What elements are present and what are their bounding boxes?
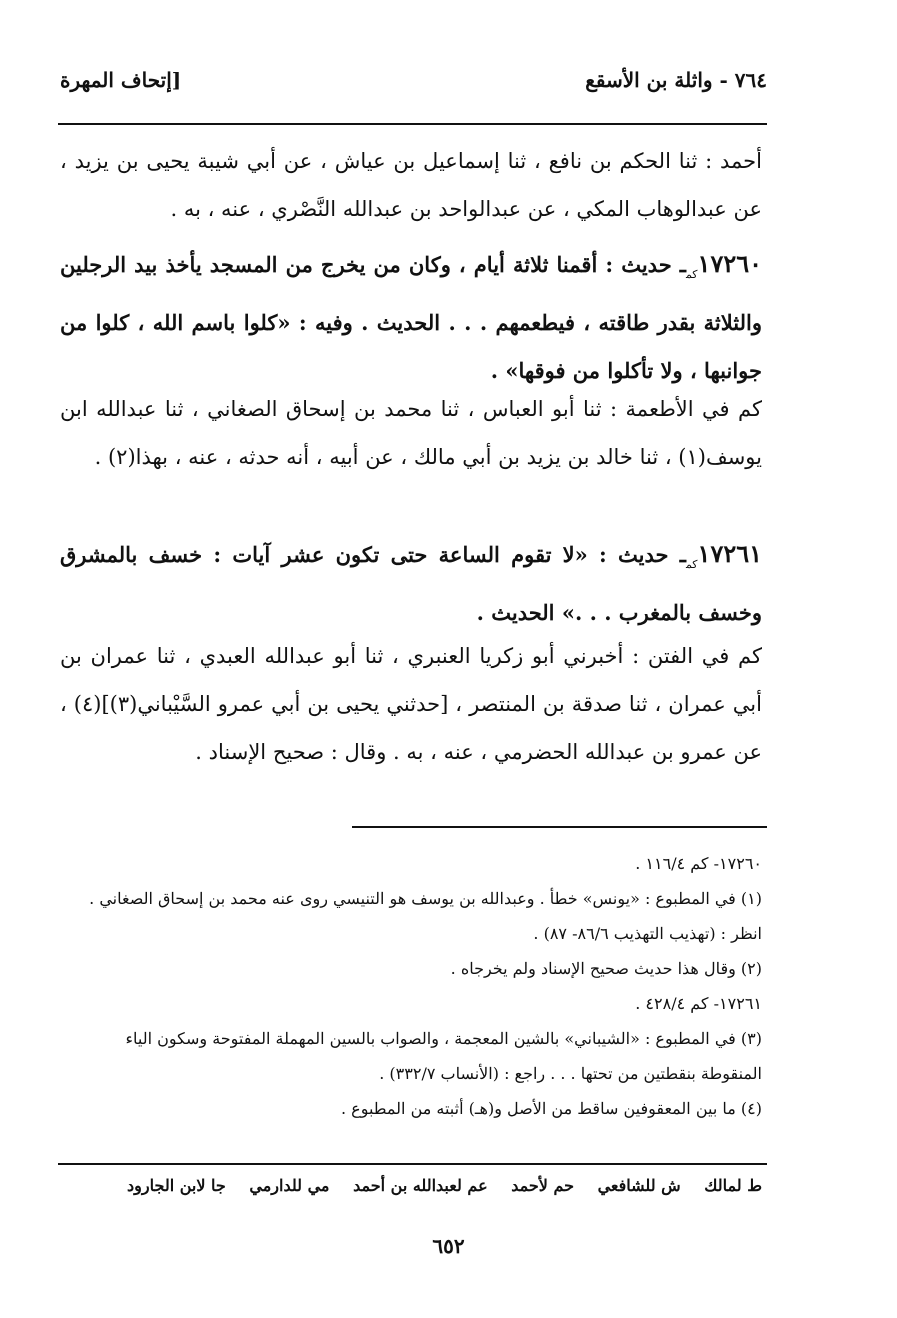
header-chapter: ٧٦٤ - واثلة بن الأسقع	[585, 68, 767, 92]
hadith-text: ـ حديث : أقمنا ثلاثة أيام ، وكان من يخرج من المسجد يأخذ بيد الرجلين والثلاثة بقدر طاقته ، فيطعمهم . . . الحديث . وفيه : «كلوا باسم الله ، كلوا من جوانبها ، ولا تأكلوا من فوقها» .	[60, 252, 762, 383]
hadith-text: ـ حديث : «لا تقوم الساعة حتى تكون عشر آيات : خسف بالمشرق وخسف بالمغرب . . .» الحديث .	[60, 542, 762, 625]
symbols-rule	[58, 1163, 767, 1165]
symbol-malik: ط لمالك	[704, 1176, 762, 1195]
footnotes	[60, 846, 762, 1126]
running-header	[60, 68, 767, 108]
hadith-number: ١٧٢٦٠	[697, 249, 762, 278]
header-book-title: [إتحاف المهرة	[60, 68, 182, 92]
source-mark: كم	[685, 558, 698, 571]
hadith-17260	[60, 240, 762, 395]
footnote: ١٧٢٦٠- كم ١١٦/٤ .	[635, 854, 762, 873]
page-number: ٦٥٢	[432, 1234, 465, 1258]
symbol-ahmad: حم لأحمد	[511, 1176, 574, 1195]
header-rule	[58, 123, 767, 125]
source-symbols-legend	[60, 1176, 762, 1195]
hadith-17261	[60, 530, 762, 637]
symbol-darimi: مي للدارمي	[249, 1176, 330, 1195]
footnote: ١٧٢٦١- كم ٤٢٨/٤ .	[635, 994, 762, 1013]
source-mark: كم	[685, 268, 698, 281]
symbol-ibn-jarud: جا لابن الجارود	[127, 1176, 226, 1195]
paragraph-source-1: كم في الأطعمة : ثنا أبو العباس ، ثنا محمد بن إسحاق الصغاني ، ثنا عبدالله ابن يوسف(١) ، ثنا خالد بن يزيد بن أبي مالك ، عن أبيه ، أنه حدثه ، عنه ، بهذا(٢) .	[60, 397, 762, 469]
footnote: (٣) في المطبوع : «الشيباني» بالشين المعجمة ، والصواب بالسين المهملة المفتوحة وسكون الياء المنقوطة بنقطتين من تحتها . . . راجع : (الأنساب ٣٣٢/٧) .	[125, 1029, 762, 1083]
paragraph-source-2: كم في الفتن : أخبرني أبو زكريا العنبري ، ثنا أبو عبدالله العبدي ، ثنا عمران بن أبي عمران ، ثنا صدقة بن المنتصر ، [حدثني يحيى بن أبي عمرو السَّيْباني(٣)](٤) ، عن عمرو بن عبدالله الحضرمي ، عنه ، به . وقال : صحيح الإسناد .	[60, 644, 762, 764]
symbol-shafii: ش للشافعي	[597, 1176, 681, 1195]
footnote: (١) في المطبوع : «يونس» خطأ . وعبدالله بن يوسف هو التنيسي روى عنه محمد بن إسحاق الصغاني . انظر : (تهذيب التهذيب ٨٦/٦- ٨٧) .	[89, 889, 762, 943]
footnote: (٢) وقال هذا حديث صحيح الإسناد ولم يخرجاه .	[450, 959, 762, 978]
footnote: (٤) ما بين المعقوفين ساقط من الأصل و(هـ) أثبته من المطبوع .	[340, 1099, 762, 1118]
symbol-abdullah-ahmad: عم لعبدالله بن أحمد	[353, 1176, 488, 1195]
paragraph-isnad-1: أحمد : ثنا الحكم بن نافع ، ثنا إسماعيل بن عياش ، عن أبي شيبة يحيى بن يزيد ، عن عبدالوهاب المكي ، عن عبدالواحد بن عبدالله النَّصْري ، عنه ، به .	[60, 149, 762, 221]
hadith-number: ١٧٢٦١	[697, 539, 762, 568]
footnote-rule	[352, 826, 767, 828]
